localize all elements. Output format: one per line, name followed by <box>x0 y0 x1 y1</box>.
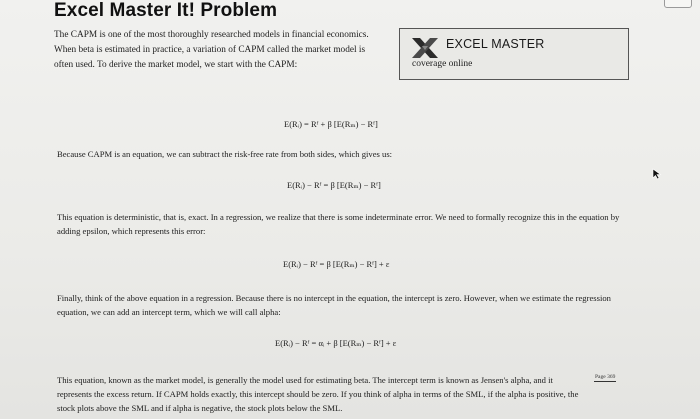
paragraph-regression: Finally, think of the above equation in a regression. Because there is no intercept in the equation, the intercept is zero. However, when we estimate the regression equation, we can add an intercept term, which we will call alpha: <box>57 293 611 317</box>
paragraph-market-model: This equation, known as the market model, is generally the model used for estimating beta. The intercept term is known as Jensen's alpha, and it represents the excess return. If CAPM holds exactly, this intercept should be zero. If you think of alpha in terms of the SML, if the alpha is positive, the stock plots above the SML and if alpha is negative, the stock plots below the SML. <box>57 375 579 413</box>
page-title: Excel Master It! Problem <box>54 0 278 21</box>
excel-master-banner[interactable] <box>399 28 629 80</box>
page-number-tag: Page 369 <box>595 374 616 380</box>
paragraph-deterministic: This equation is deterministic, that is, exact. In a regression, we realize that there is some indeterminate error. We need to formally recognize this in the equation by adding epsilon, which represents this error: <box>57 212 620 236</box>
equation-excess: E(Rᵢ) − Rᶠ = β [E(Rₘ) − Rᶠ] <box>287 180 381 190</box>
intro-paragraph: The CAPM is one of the most thoroughly researched models in financial economics. When beta is estimated in practice, a variation of CAPM called the market model is often used. To derive the market model, we start with the CAPM: <box>54 30 369 70</box>
window-control-button[interactable] <box>664 0 692 8</box>
banner-subtitle: coverage online <box>412 59 473 69</box>
equation-capm: E(Rᵢ) = Rᶠ + β [E(Rₘ) − Rᶠ] <box>284 119 378 129</box>
equation-epsilon: E(Rᵢ) − Rᶠ = β [E(Rₘ) − Rᶠ] + ε <box>283 259 390 269</box>
excel-x-icon <box>412 38 438 58</box>
mouse-pointer-icon <box>652 168 662 180</box>
banner-title: EXCEL MASTER <box>446 37 545 51</box>
paragraph-subtract: Because CAPM is an equation, we can subtract the risk-free rate from both sides, which gives us: <box>57 149 393 159</box>
equation-market-model: E(Rᵢ) − Rᶠ = αᵢ + β [E(Rₘ) − Rᶠ] + ε <box>275 338 397 348</box>
